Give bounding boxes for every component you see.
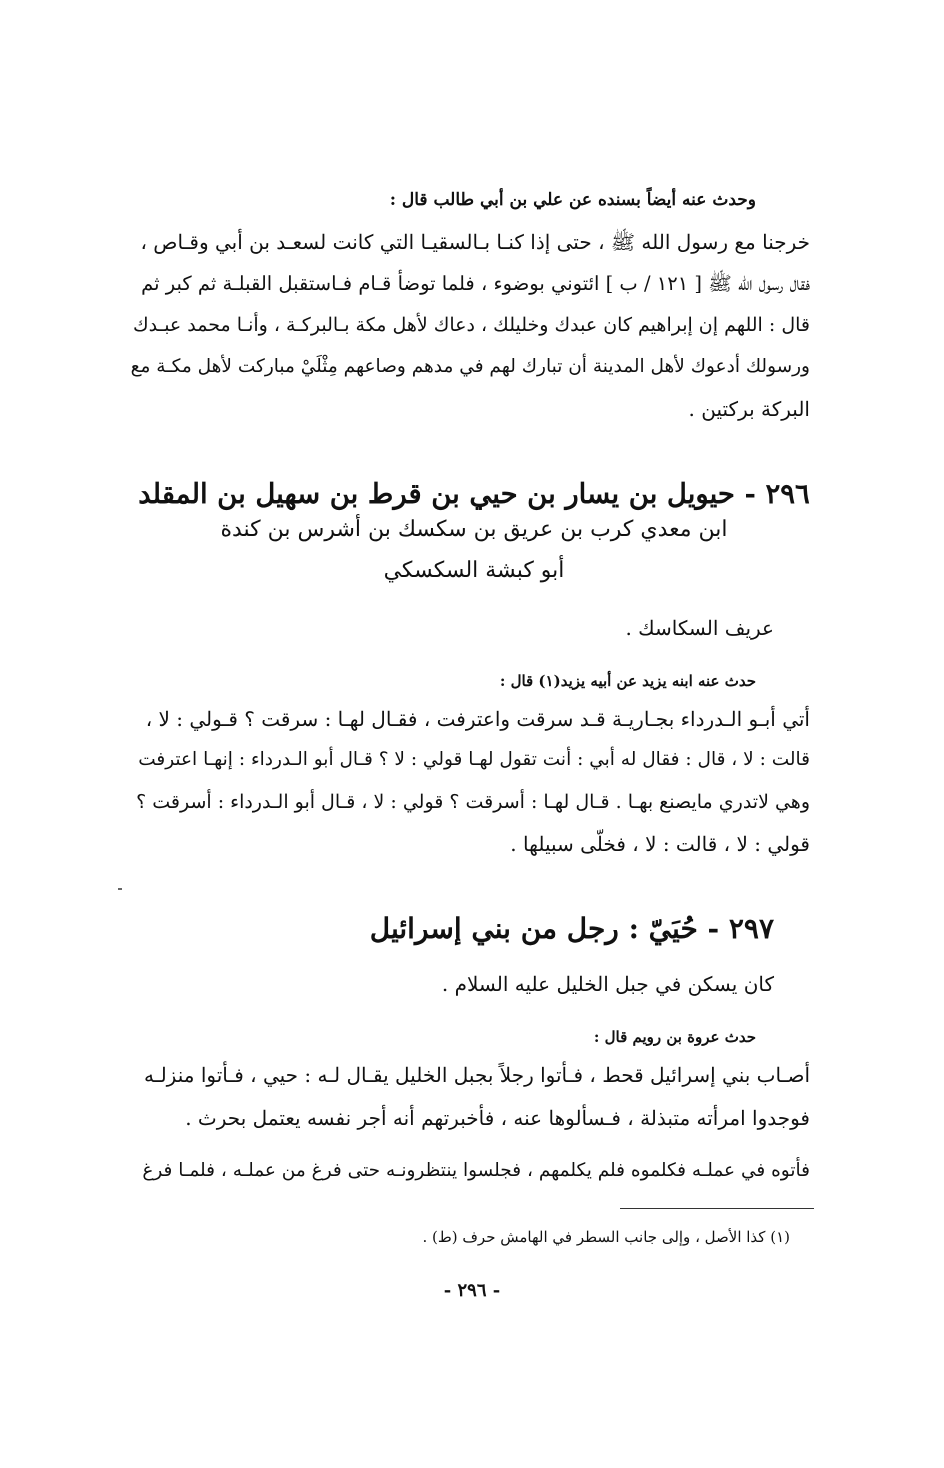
entry-296-line-3: وهي لاتدري مايصنع بهـا . قـال لهـا : أسرقت ؟ قولي : لا ، قـال أبو الـدرداء : أسرقت ؟ <box>136 791 810 813</box>
entry-297-heading: ٢٩٧ - حُيَيّ : رجل من بني إسرائيل <box>369 912 774 945</box>
entry-296-line-1: أتي أبـو الـدرداء بجـاريـة قـد سرقت واعترفت ، فقـال لهـا : سرقت ؟ قـولي : لا ، <box>145 707 810 731</box>
footnote-separator <box>620 1208 814 1209</box>
stray-mark <box>118 888 122 890</box>
entry-297-narration: حدث عروة بن رويم قال : <box>593 1028 756 1046</box>
entry-296-description: عريف السكاسك . <box>625 616 774 640</box>
intro-line-3: قال : اللهم إن إبراهيم كان عبدك وخليلك ، دعاك لأهل مكة بـالبركـة ، وأنـا محمد عبـدك <box>133 314 810 336</box>
entry-296-heading: ٢٩٦ - حيويل بن يسار بن حيي بن قرط بن سهيل بن المقلد <box>138 478 810 510</box>
entry-297-description: كان يسكن في جبل الخليل عليه السلام . <box>441 972 774 996</box>
intro-line-4: ورسولك أدعوك لأهل المدينة أن تبارك لهم في مدهم وصاعهم مِثْلَيْ مباركت لأهل مكـة مع <box>130 356 810 377</box>
entry-297-line-3: فأتوه في عملـه فكلموه فلم يكلمهم ، فجلسوا ينتظرونـه حتى فرغ من عملـه ، فلمـا فرغ <box>142 1160 810 1181</box>
intro-line-5: البركة بركتين . <box>688 397 810 421</box>
intro-line-1: خرجنا مع رسول الله ﷺ ، حتى إذا كنـا بـالسقيـا التي كانت لسعـد بن أبي وقـاص ، <box>140 230 810 254</box>
footnote: (١) كذا الأصل ، وإلى جانب السطر في الهامش حرف (ط) . <box>422 1228 790 1246</box>
entry-296-line-4: قولي : لا ، قالت : لا ، فخلّى سبيلها . <box>510 832 810 856</box>
entry-296-kunya: أبو كبشة السكسكي <box>383 558 565 583</box>
intro-line-2: فقال رسول الله ﷺ [ ١٢١ / ب ] ائتوني بوضوء ، فلما توضأ قـام فـاستقبل القبلـة ثم كبر ثم <box>141 272 810 295</box>
page-number: - ٢٩٦ - <box>443 1280 501 1301</box>
entry-296-lineage: ابن معدي كرب بن عريق بن سكسك بن أشرس بن كندة <box>220 517 728 542</box>
intro-narration: وحدث عنه أيضاً بسنده عن علي بن أبي طالب قال : <box>389 190 756 210</box>
entry-297-line-2: فوجدوا امرأته متبذلة ، فـسألوها عنه ، فأخبرتهم أنه أجر نفسه يعتمل بحرث . <box>185 1106 810 1130</box>
entry-296-line-2: قالت : لا ، قال : فقال له أبي : أنت تقول لهـا قولي : لا ؟ قـال أبو الـدرداء : إنهـا اعترفت <box>138 749 810 770</box>
entry-296-narration: حدث عنه ابنه يزيد عن أبيه يزيد(١) قال : <box>499 672 756 690</box>
entry-297-line-1: أصـاب بني إسرائيل قحط ، فـأتوا رجلاً بجبل الخليل يقـال لـه : حيي ، فـأتوا منزلـه <box>144 1063 810 1087</box>
